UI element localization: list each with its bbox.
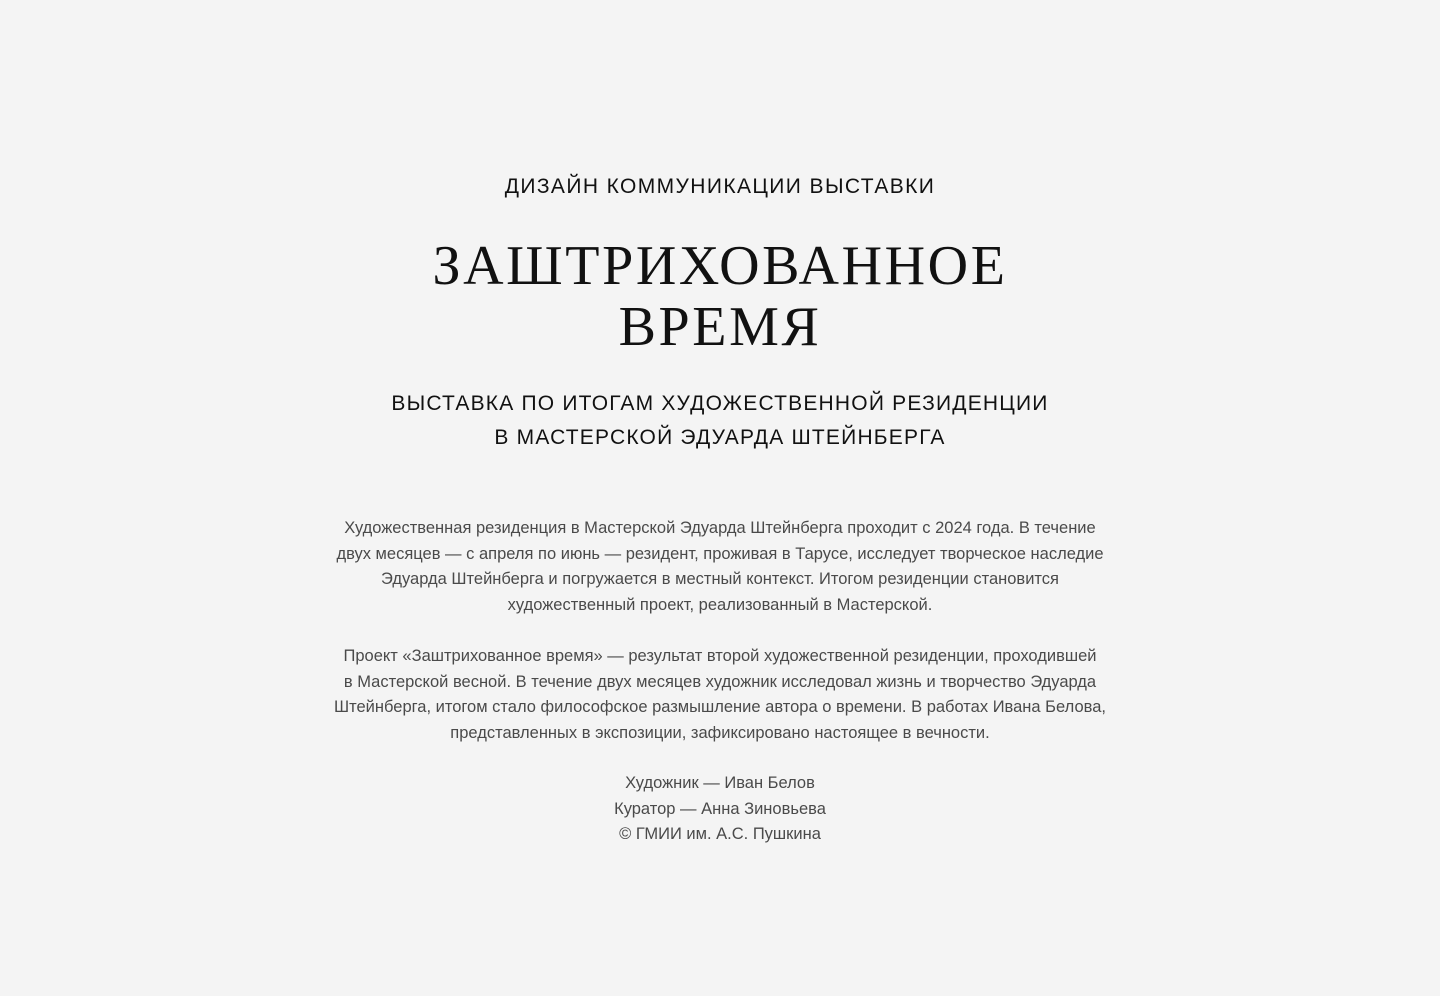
credits [0, 771, 1440, 848]
section-eyebrow: ДИЗАЙН КОММУНИКАЦИИ ВЫСТАВКИ [504, 175, 936, 198]
credit-copyright: © ГМИИ им. А.С. Пушкина [619, 825, 821, 843]
paragraph-line: представленных в экспозиции, зафиксировано настоящее в вечности. [450, 723, 990, 742]
paragraph-line: Художественная резиденция в Мастерской Эдуарда Штейнберга проходит с 2024 года. В течение [344, 519, 1096, 537]
exhibition-subtitle-line-2: В МАСТЕРСКОЙ ЭДУАРДА ШТЕЙНБЕРГА [494, 426, 946, 449]
residency-description [0, 516, 1440, 618]
paragraph-line: двух месяцев — с апреля по июнь — резидент, проживая в Тарусе, исследует творческое наследие [336, 544, 1104, 563]
exhibition-title-line-1: ЗАШТРИХОВАННОЕ [432, 235, 1008, 297]
paragraph-line: Проект «Заштрихованное время» — результат второй художественной резиденции, проходившей [343, 647, 1097, 665]
paragraph-line: в Мастерской весной. В течение двух месяцев художник исследовал жизнь и творчество Эдуарда [343, 672, 1097, 691]
exhibition-title-line-2: ВРЕМЯ [618, 296, 822, 358]
paragraph-line: Эдуарда Штейнберга и погружается в местный контекст. Итогом резиденции становится [381, 570, 1059, 588]
credit-artist: Художник — Иван Белов [625, 774, 815, 792]
project-description [0, 644, 1440, 746]
exhibition-title [0, 236, 1440, 358]
paragraph-line: художественный проект, реализованный в Мастерской. [507, 595, 933, 614]
credit-curator: Куратор — Анна Зиновьева [614, 799, 826, 818]
paragraph-line: Штейнберга, итогом стало философское размышление автора о времени. В работах Ивана Белова, [334, 698, 1106, 716]
exhibition-subtitle [0, 387, 1440, 455]
exhibition-subtitle-line-1: ВЫСТАВКА ПО ИТОГАМ ХУДОЖЕСТВЕННОЙ РЕЗИДЕНЦИИ [391, 392, 1049, 415]
